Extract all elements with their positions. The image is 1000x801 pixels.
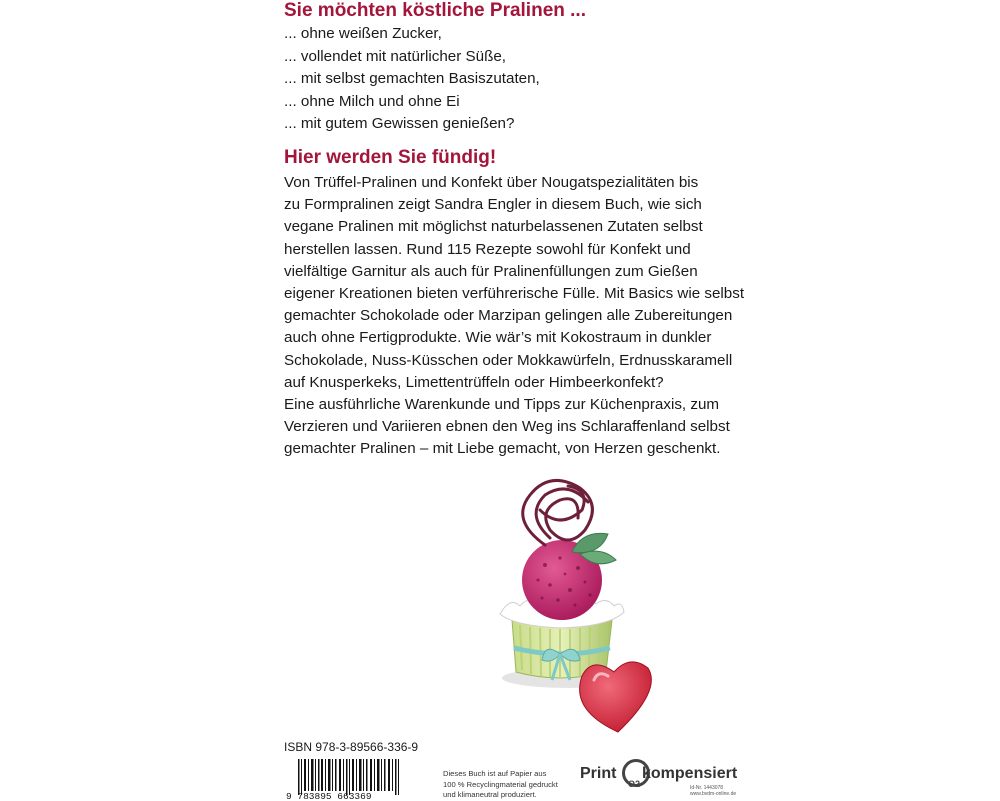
paragraph-line: zu Formpralinen zeigt Sandra Engler in diesem Buch, wie sich [284,196,702,214]
paragraph-line: Eine ausführliche Warenkunde und Tipps zur Küchenpraxis, zum [284,396,720,413]
barcode-number: 9 783895 663369 [286,791,372,800]
paragraph-line: eigener Kreationen bieten verführerische Fülle. Mit Basics wie selbst [284,285,745,303]
heading-intro: Sie möchten köstliche Pralinen ... [284,0,586,21]
benefit-list [284,23,540,136]
barcode-icon [286,759,421,800]
logo-small-text [690,785,736,797]
paragraph-line: Verzieren und Variieren ebnen den Weg ins Schlaraffenland selbst [284,418,730,436]
list-item: ... vollendet mit natürlicher Süße, [284,47,507,65]
logo-id-line: Id-Nr. 1443078 [690,785,724,791]
paragraph-line: Schokolade, Nuss-Küsschen oder Mokkawürfeln, Erdnusskaramell [284,351,733,369]
print-co2-compensated-logo [580,757,738,800]
list-item: ... mit selbst gemachten Basiszutaten, [284,70,540,87]
heading-found: Hier werden Sie fündig! [284,147,497,168]
paragraph-line: Von Trüffel-Pralinen und Konfekt über Nougatspezialitäten bis [284,174,699,191]
closing-paragraph [284,394,730,461]
isbn-label: ISBN 978-3-89566-336-9 [284,740,419,754]
logo-o2-text: O2 [628,779,641,789]
logo-print-text: Print [580,765,617,782]
paragraph-line: gemachter Schokolade oder Marzipan gelingen alle Zubereitungen [284,307,733,325]
praline-illustration-icon [490,470,660,735]
note-line: und klimaneutral produziert. [443,790,537,799]
logo-kompensiert-text: kompensiert [642,765,738,782]
paragraph-line: gemachter Pralinen – mit Liebe gemacht, von Herzen geschenkt. [284,440,721,458]
list-item: ... ohne weißen Zucker, [284,25,442,42]
description-paragraph [284,172,745,394]
paragraph-line: auf Knusperkeks, Limettentrüffeln oder Himbeerkonfekt? [284,373,664,391]
note-line: Dieses Buch ist auf Papier aus [443,769,547,778]
logo-web-line: www.bvdm-online.de [690,791,737,797]
recycling-note [443,769,578,801]
list-item: ... ohne Milch und ohne Ei [284,92,460,110]
paragraph-line: auch ohne Fertigprodukte. Wie wär’s mit Kokostraum in dunkler [284,329,712,347]
paragraph-line: herstellen lassen. Rund 115 Rezepte sowohl für Konfekt und [284,240,691,258]
note-line: 100 % Recyclingmaterial gedruckt [443,779,558,789]
paragraph-line: vegane Pralinen mit möglichst naturbelassenen Zutaten selbst [284,218,703,236]
list-item: ... mit gutem Gewissen genießen? [284,115,515,132]
paragraph-line: vielfältige Garnitur als auch für Pralinenfüllungen zum Gießen [284,262,698,280]
